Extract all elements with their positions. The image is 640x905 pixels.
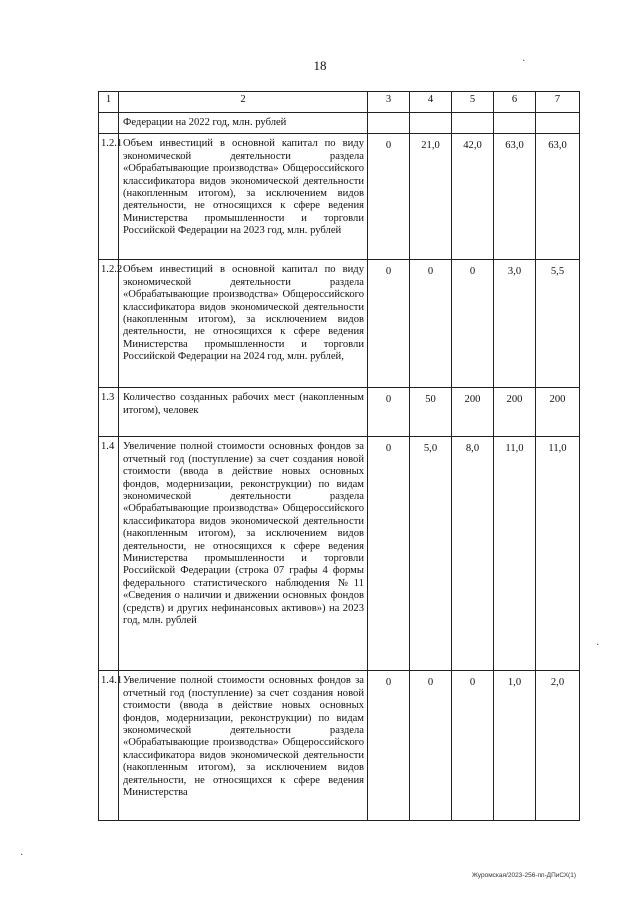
value-cell: 8,0 [452, 437, 494, 671]
row-number-cell: 1.3 [99, 388, 119, 437]
document-footer-code: Журомская/2023-256-пп-ДПиСХ(1) [471, 872, 576, 879]
value-cell: 63,0 [494, 134, 536, 260]
row-number-cell: 1.4.1 [99, 671, 119, 821]
row-number-cell: 1.2.1 [99, 134, 119, 260]
value-cell: 2,0 [536, 671, 580, 821]
value-cell [452, 113, 494, 134]
table-row [99, 671, 580, 821]
value-cell: 0 [410, 671, 452, 821]
value-cell: 11,0 [494, 437, 536, 671]
value-cell: 42,0 [452, 134, 494, 260]
header-cell: 1 [99, 92, 119, 113]
header-cell: 7 [536, 92, 580, 113]
header-cell: 6 [494, 92, 536, 113]
indicator-name-cell: Количество созданных рабочих мест (накопленным итогом), человек [119, 388, 368, 437]
value-cell: 11,0 [536, 437, 580, 671]
scan-speck: · [522, 56, 526, 67]
indicator-name-cell: Федерации на 2022 год, млн. рублей [119, 113, 368, 134]
indicator-name-cell: Увеличение полной стоимости основных фондов за отчетный год (поступление) за счет создания новой стоимости (ввода в действие новых основных фондов, модернизации, реконструкции) по видам экономической деятельности раздела «Обрабатывающие производства» Общероссийского классификатора видов экономической деятельности (накопленным итогом), за исключением видов деятельности, не относящихся к сфере ведения Министерства [119, 671, 368, 821]
scan-speck: · [596, 640, 600, 651]
table-header-row [99, 92, 580, 113]
value-cell: 5,5 [536, 260, 580, 388]
header-cell: 3 [368, 92, 410, 113]
value-cell: 3,0 [494, 260, 536, 388]
indicator-name-cell: Объем инвестиций в основной капитал по виду экономической деятельности раздела «Обрабатывающие производства» Общероссийского классификатора видов экономической деятельности (накопленным итогом), за исключением видов деятельности, не относящихся к сфере ведения Министерства промышленности и торговли Российской Федерации на 2024 год, млн. рублей, [119, 260, 368, 388]
value-cell: 0 [368, 437, 410, 671]
value-cell: 50 [410, 388, 452, 437]
value-cell: 0 [452, 260, 494, 388]
value-cell: 0 [368, 671, 410, 821]
row-number-cell: 1.4 [99, 437, 119, 671]
value-cell: 0 [410, 260, 452, 388]
value-cell [494, 113, 536, 134]
header-cell: 2 [119, 92, 368, 113]
value-cell: 200 [452, 388, 494, 437]
value-cell: 63,0 [536, 134, 580, 260]
indicator-name-cell: Объем инвестиций в основной капитал по виду экономической деятельности раздела «Обрабатывающие производства» Общероссийского классификатора видов экономической деятельности (накопленным итогом), за исключением видов деятельности, не относящихся к сфере ведения Министерства промышленности и торговли Российской Федерации на 2023 год, млн. рублей [119, 134, 368, 260]
row-number-cell: 1.2.2 [99, 260, 119, 388]
table-row [99, 260, 580, 388]
value-cell [536, 113, 580, 134]
value-cell: 21,0 [410, 134, 452, 260]
indicators-table [98, 91, 580, 821]
value-cell [410, 113, 452, 134]
header-cell: 5 [452, 92, 494, 113]
header-cell: 4 [410, 92, 452, 113]
value-cell: 0 [368, 134, 410, 260]
value-cell: 0 [368, 388, 410, 437]
value-cell: 0 [452, 671, 494, 821]
value-cell: 1,0 [494, 671, 536, 821]
table-row [99, 134, 580, 260]
value-cell: 5,0 [410, 437, 452, 671]
table-row [99, 113, 580, 134]
page-number: 18 [313, 58, 327, 73]
value-cell: 200 [536, 388, 580, 437]
table-row [99, 388, 580, 437]
table-row [99, 437, 580, 671]
value-cell [368, 113, 410, 134]
value-cell: 0 [368, 260, 410, 388]
row-number-cell [99, 113, 119, 134]
indicator-name-cell: Увеличение полной стоимости основных фондов за отчетный год (поступление) за счет создания новой стоимости (ввода в действие новых основных фондов, модернизации, реконструкции) по видам экономической деятельности раздела «Обрабатывающие производства» Общероссийского классификатора видов экономической деятельности (накопленным итогом), за исключением видов деятельности, не относящихся к сфере ведения Министерства промышленности и торговли Российской Федерации (строка 07 графы 4 формы федерального статистического наблюдения №11 «Сведения о наличии и движении основных фондов (средств) и других нефинансовых активов») на 2023 год, млн. рублей [119, 437, 368, 671]
value-cell: 200 [494, 388, 536, 437]
scan-speck: · [20, 850, 24, 861]
